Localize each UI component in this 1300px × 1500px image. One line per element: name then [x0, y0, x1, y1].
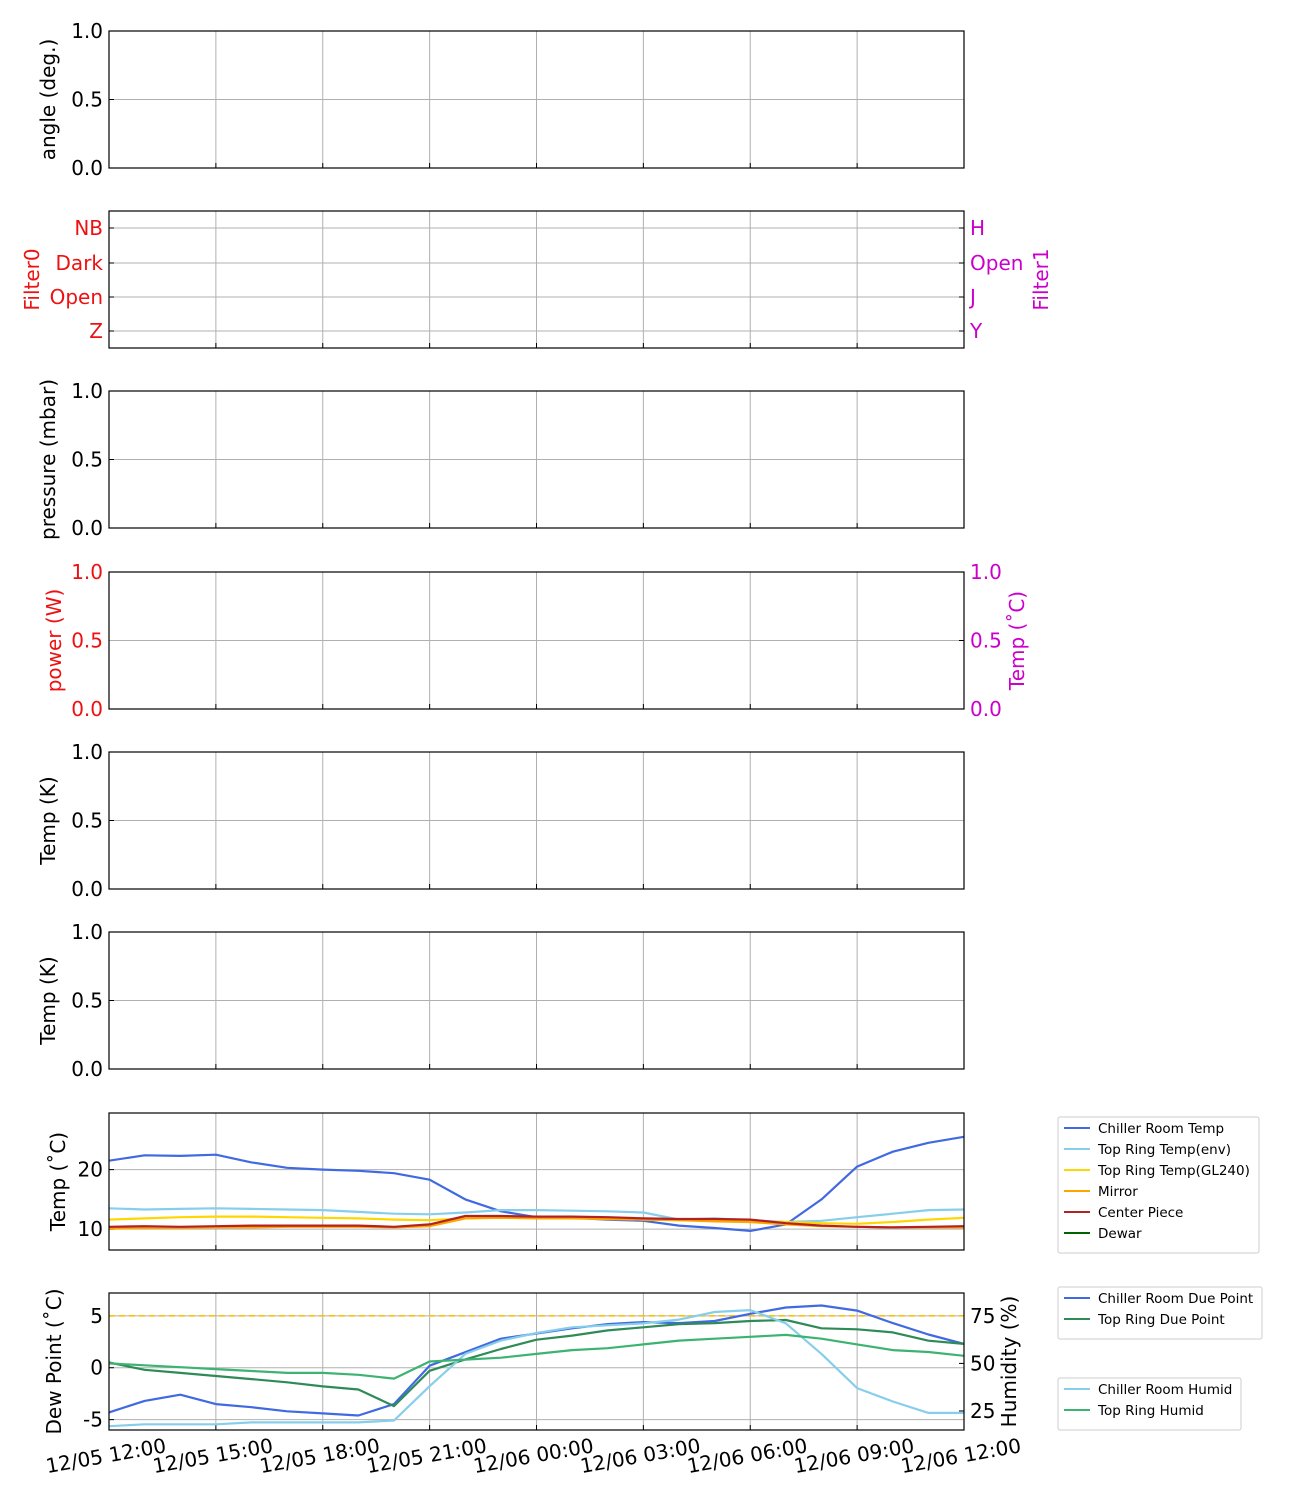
y-tick-label: 0.0 — [71, 697, 103, 721]
y-axis-label: Humidity (%) — [997, 1295, 1021, 1428]
y-tick-label-right: 50 — [970, 1351, 996, 1376]
y-axis-label: Temp (˚C) — [46, 1131, 70, 1232]
panel-filter — [20, 211, 1053, 348]
y-tick-label: 0.5 — [71, 87, 103, 112]
y-tick-label: 0.5 — [71, 447, 103, 472]
y-tick-label: 1.0 — [71, 379, 103, 403]
panel-angle — [36, 19, 964, 180]
y-tick-label: 1.0 — [71, 560, 103, 584]
y-tick-label-filter0: Z — [89, 319, 103, 343]
legend-entry-label: Mirror — [1098, 1184, 1138, 1200]
legend-entry-label: Top Ring Temp(env) — [1098, 1142, 1231, 1158]
y-axis-label: angle (deg.) — [36, 38, 60, 161]
y-axis-label: Dew Point (˚C) — [42, 1288, 66, 1435]
y-tick-label: 1.0 — [71, 19, 103, 43]
panel-pressure — [36, 379, 964, 540]
x-tick-label: 12/06 09:00 — [792, 1433, 916, 1479]
y-axis-label: Filter0 — [20, 248, 44, 311]
y-tick-label-filter0: NB — [74, 216, 103, 240]
panel-tempK2 — [36, 920, 964, 1081]
y-tick-label-filter0: Open — [49, 285, 103, 309]
legend-entry-label: Chiller Room Humid — [1098, 1382, 1233, 1398]
y-tick-label-right: 25 — [970, 1398, 996, 1423]
y-axis-label: power (W) — [42, 588, 66, 693]
x-tick-label: 12/05 18:00 — [257, 1433, 382, 1479]
y-tick-label-filter1: Y — [970, 319, 983, 343]
y-tick-label: 0.5 — [71, 808, 103, 833]
y-axis-label: Temp (˚C) — [1005, 590, 1029, 691]
y-tick-label-right: 75 — [970, 1303, 996, 1328]
y-tick-label: 0.0 — [71, 156, 103, 180]
y-tick-label: 0.5 — [71, 628, 103, 653]
y-tick-label-right: 0.0 — [970, 697, 1002, 721]
y-tick-label-filter0: Dark — [55, 251, 103, 275]
y-axis-label: Filter1 — [1029, 248, 1053, 311]
y-tick-label: 0.0 — [71, 877, 103, 901]
legend-entry-label: Top Ring Humid — [1098, 1403, 1204, 1419]
x-tick-label: 12/05 15:00 — [150, 1433, 275, 1479]
y-tick-label: 0.0 — [71, 516, 103, 540]
y-tick-label: 0.5 — [71, 988, 103, 1013]
y-tick-label-filter1: J — [970, 285, 976, 309]
legend-entry-label: Dewar — [1098, 1226, 1142, 1242]
y-tick-label: 20 — [77, 1157, 103, 1182]
legend-entry-label: Chiller Room Temp — [1098, 1121, 1225, 1137]
x-tick-label: 12/06 03:00 — [578, 1433, 703, 1479]
y-tick-label: 0.0 — [71, 1057, 103, 1081]
legend-entry-label: Chiller Room Due Point — [1098, 1291, 1254, 1307]
x-tick-label: 12/06 12:00 — [898, 1433, 1023, 1479]
y-tick-label: 5 — [90, 1303, 103, 1328]
y-tick-label: -5 — [83, 1407, 103, 1432]
y-axis-label: pressure (mbar) — [36, 378, 60, 541]
y-tick-label-right: 0.5 — [970, 628, 1002, 653]
y-axis-label: Temp (K) — [36, 956, 60, 1045]
y-tick-label-filter1: Open — [970, 251, 1024, 275]
y-tick-label: 1.0 — [71, 740, 103, 764]
panel-tempK1 — [36, 740, 964, 901]
y-axis-label: Temp (K) — [36, 776, 60, 865]
legend-entry-label: Center Piece — [1098, 1205, 1184, 1221]
x-tick-label: 12/05 12:00 — [43, 1433, 168, 1479]
x-tick-label: 12/06 06:00 — [685, 1433, 810, 1479]
x-tick-label: 12/06 00:00 — [471, 1433, 596, 1479]
y-tick-label-right: 1.0 — [970, 560, 1002, 584]
panel-power — [42, 560, 1029, 721]
y-tick-label: 1.0 — [71, 920, 103, 944]
y-tick-label: 10 — [77, 1217, 103, 1242]
y-tick-label-filter1: H — [970, 216, 986, 240]
panel-dew — [42, 1287, 1262, 1478]
legend-entry-label: Top Ring Temp(GL240) — [1098, 1163, 1250, 1179]
x-tick-label: 12/05 21:00 — [364, 1433, 489, 1479]
y-tick-label: 0 — [90, 1355, 103, 1380]
legend-entry-label: Top Ring Due Point — [1098, 1312, 1225, 1328]
panel-tempC — [46, 1113, 1259, 1253]
